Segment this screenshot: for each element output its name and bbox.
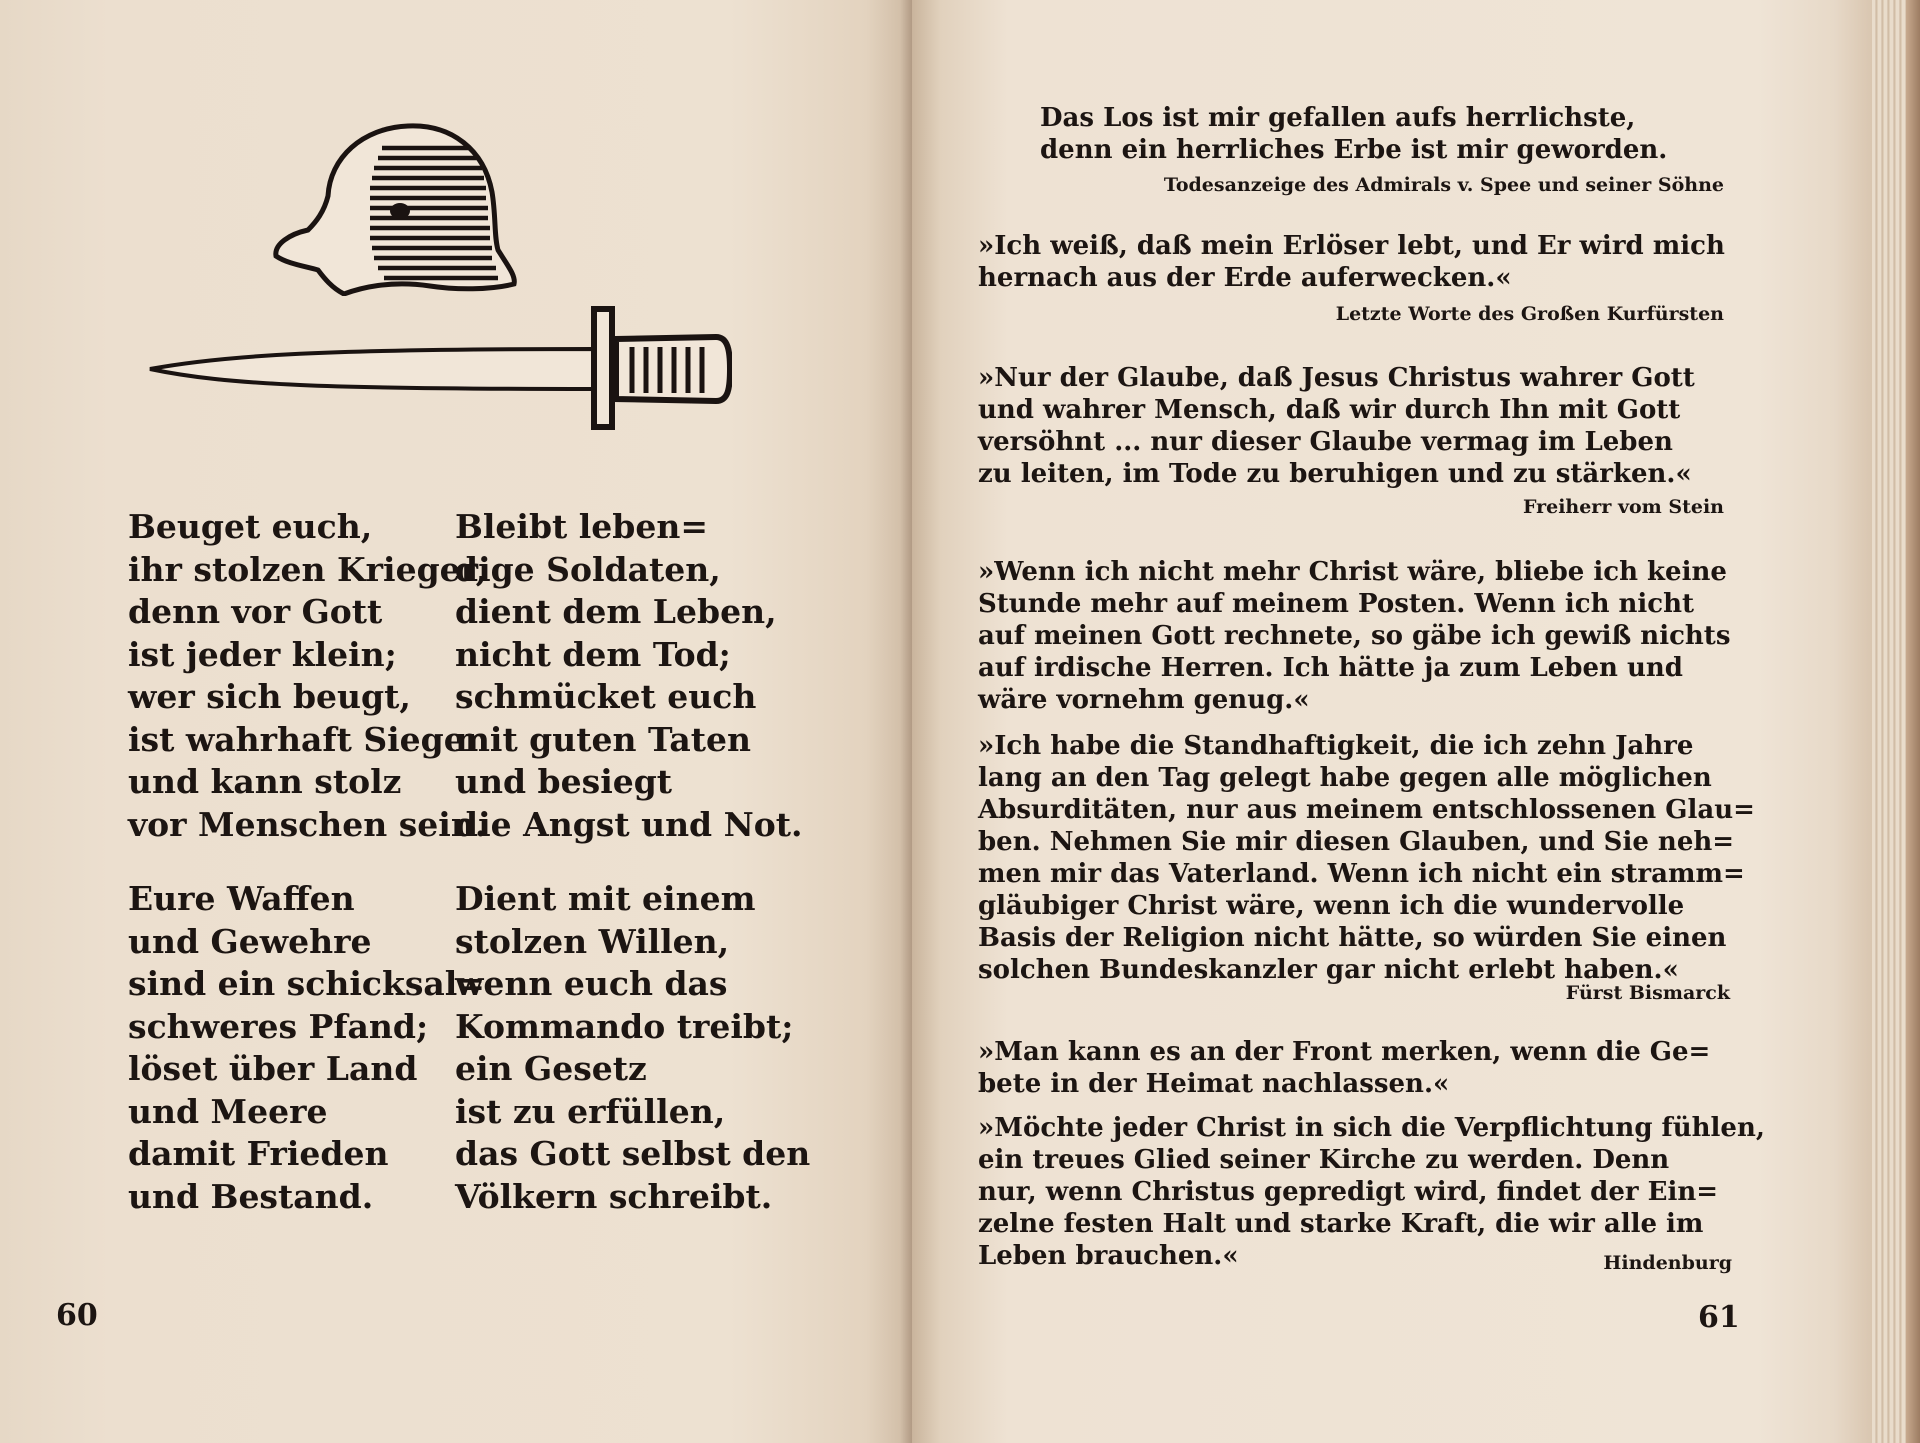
quote-line: »Ich habe die Standhaftigkeit, die ich zehn Jahre [978, 731, 1694, 761]
quote-line: Leben brauchen.« [978, 1241, 1239, 1271]
quote-line: auf irdische Herren. Ich hätte ja zum Leben und [978, 653, 1683, 683]
quote-line: und wahrer Mensch, daß wir durch Ihn mit Gott [978, 395, 1681, 425]
quote-line: lang an den Tag gelegt habe gegen alle möglichen [978, 763, 1712, 793]
quote-line: versöhnt ... nur dieser Glaube vermag im Leben [978, 427, 1673, 457]
quote-attribution: Letzte Worte des Großen Kurfürsten [1335, 303, 1724, 325]
poem-line: Kommando treibt; [455, 1006, 794, 1046]
poem-column-left [128, 506, 487, 1250]
poem-line: und Bestand. [128, 1176, 374, 1216]
quote-line: Stunde mehr auf meinem Posten. Wenn ich nicht [978, 589, 1695, 619]
quote-block [978, 1036, 1726, 1100]
poem-line: wenn euch das [455, 964, 728, 1003]
quote-line: »Man kann es an der Front merken, wenn die Ge= [978, 1037, 1711, 1067]
quote-line: »Ich weiß, daß mein Erlöser lebt, und Er wird mich [978, 231, 1725, 261]
quote-attribution: Hindenburg [1603, 1252, 1732, 1274]
poem-line: vor Menschen sein. [128, 804, 487, 844]
poem-line: Völkern schreibt. [455, 1176, 773, 1216]
poem-stanza [455, 506, 810, 846]
quote-line: gläubiger Christ wäre, wenn ich die wundervolle [978, 891, 1685, 921]
left-page [0, 0, 912, 1443]
quote-line: »Möchte jeder Christ in sich die Verpflichtung fühlen, [978, 1113, 1765, 1143]
quote-attribution: Freiherr vom Stein [1522, 496, 1724, 518]
poem-line: Beuget euch, [128, 507, 373, 546]
poem-column-right [455, 506, 810, 1250]
bayonet-icon [146, 303, 732, 431]
poem-line: ist zu erfüllen, [455, 1091, 726, 1131]
poem-line: Bleibt leben= [455, 507, 709, 546]
poem-line: damit Frieden [128, 1134, 389, 1173]
page-number-left: 60 [56, 1298, 98, 1333]
page-edges [1872, 0, 1920, 1443]
quote-line: zu leiten, im Tode zu beruhigen und zu stärken.« [978, 459, 1692, 489]
poem-line: nicht dem Tod; [455, 634, 731, 674]
poem-line: und kann stolz [128, 762, 402, 801]
quote-block [978, 362, 1726, 490]
poem-line: denn vor Gott [128, 592, 383, 631]
poem-line: sind ein schicksal= [128, 964, 485, 1003]
quote-line: Basis der Religion nicht hätte, so würden Sie einen [978, 923, 1727, 953]
poem-line: und Meere [128, 1091, 328, 1131]
poem-stanza [128, 506, 487, 846]
quote-line: »Nur der Glaube, daß Jesus Christus wahrer Gott [978, 363, 1695, 393]
quote-line: denn ein herrliches Erbe ist mir geworden. [1040, 135, 1668, 165]
poem-line: und besiegt [455, 762, 673, 801]
quote-line: ein treues Glied seiner Kirche zu werden. Denn [978, 1145, 1670, 1175]
poem-stanza [128, 878, 487, 1218]
poem-line: ein Gesetz [455, 1049, 647, 1088]
poem-line: ihr stolzen Krieger, [128, 549, 488, 589]
poem-line: dient dem Leben, [455, 592, 777, 631]
poem-line: mit guten Taten [455, 719, 751, 759]
quote-line: nur, wenn Christus gepredigt wird, findet der Ein= [978, 1177, 1719, 1207]
quote-line: »Wenn ich nicht mehr Christ wäre, bliebe ich keine [978, 557, 1727, 587]
poem-line: Dient mit einem [455, 879, 756, 918]
poem-stanza [455, 878, 810, 1218]
quote-line: men mir das Vaterland. Wenn ich nicht ein stramm= [978, 859, 1745, 889]
poem-line: stolzen Willen, [455, 921, 730, 961]
quote-block [978, 730, 1755, 986]
quote-block [978, 556, 1731, 716]
poem-line: schmücket euch [455, 677, 757, 716]
quote-line: ben. Nehmen Sie mir diesen Glauben, und Sie neh= [978, 827, 1735, 857]
poem-line: Eure Waffen [128, 879, 355, 918]
quote-line: solchen Bundeskanzler gar nicht erlebt haben.« [978, 955, 1679, 985]
page-number-right: 61 [1698, 1300, 1740, 1335]
quote-line: zelne festen Halt und starke Kraft, die wir alle im [978, 1209, 1704, 1239]
poem-line: dige Soldaten, [455, 549, 721, 589]
quote-block [978, 1112, 1765, 1272]
poem-line: die Angst und Not. [455, 804, 803, 844]
quote-line: wäre vornehm genug.« [978, 685, 1310, 715]
quote-block [978, 230, 1726, 294]
quote-attribution: Todesanzeige des Admirals v. Spee und seiner Söhne [1163, 174, 1724, 196]
quote-line: Absurditäten, nur aus meinem entschlossenen Glau= [978, 795, 1755, 825]
quote-line: bete in der Heimat nachlassen.« [978, 1069, 1450, 1099]
quote-line: Das Los ist mir gefallen aufs herrlichste, [1040, 103, 1636, 133]
poem-line: das Gott selbst den [455, 1134, 811, 1173]
quote-line: hernach aus der Erde auferwecken.« [978, 263, 1512, 293]
poem-line: ist wahrhaft Sieger [128, 719, 483, 759]
helmet-icon [270, 118, 522, 296]
quote-attribution: Fürst Bismarck [1565, 982, 1730, 1004]
quote-block [1040, 102, 1680, 166]
poem-line: und Gewehre [128, 921, 372, 961]
poem-line: löset über Land [128, 1049, 418, 1088]
poem-line: ist jeder klein; [128, 634, 397, 674]
quote-line: auf meinen Gott rechnete, so gäbe ich gewiß nichts [978, 621, 1731, 651]
poem-line: wer sich beugt, [128, 677, 411, 716]
poem-line: schweres Pfand; [128, 1006, 429, 1046]
